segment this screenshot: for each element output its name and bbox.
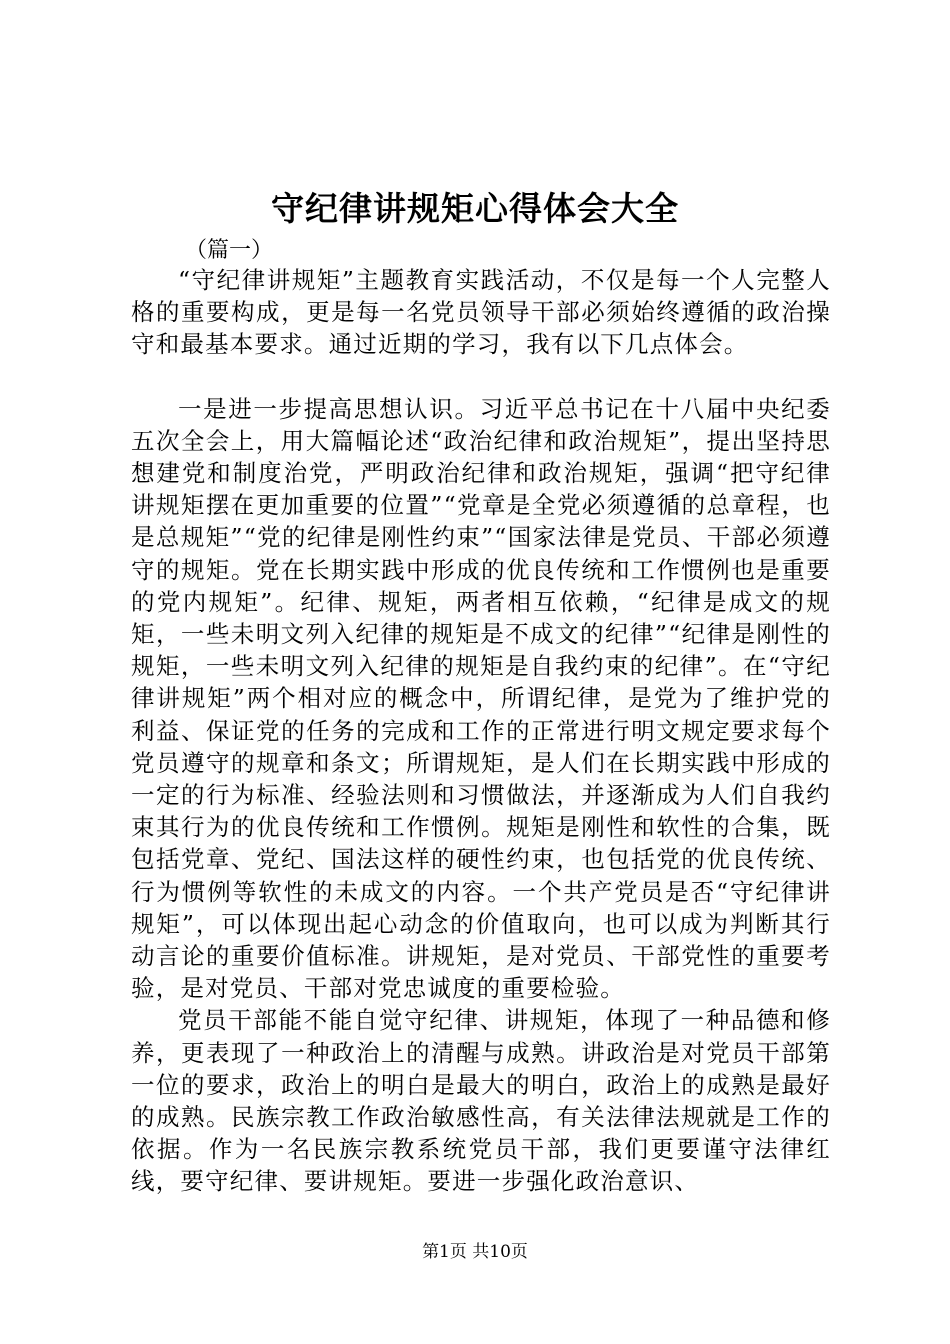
section-label: （篇一） <box>185 238 274 263</box>
paragraph-intro: “守纪律讲规矩”主题教育实践活动，不仅是每一个人完整人格的重要构成，更是每一名党员领导干部必须始终遵循的政治操守和最基本要求。通过近期的学习，我有以下几点体会。 <box>131 266 831 359</box>
paragraph-point-one: 一是进一步提高思想认识。习近平总书记在十八届中央纪委五次全会上，用大篇幅论述“政治纪律和政治规矩”，提出坚持思想建党和制度治党，严明政治纪律和政治规矩，强调“把守纪律讲规矩摆在更加重要的位置”“党章是全党必须遵循的总章程，也是总规矩”“党的纪律是刚性约束”“国家法律是党员、干部必须遵守的规矩。党在长期实践中形成的优良传统和工作惯例也是重要的党内规矩”。纪律、规矩，两者相互依赖，“纪律是成文的规矩，一些未明文列入纪律的规矩是不成文的纪律”“纪律是刚性的规矩，一些未明文列入纪律的规矩是自我约束的纪律”。在“守纪律讲规矩”两个相对应的概念中，所谓纪律，是党为了维护党的利益、保证党的任务的完成和工作的正常进行明文规定要求每个党员遵守的规章和条文；所谓规矩，是人们在长期实践中形成的一定的行为标准、经验法则和习惯做法，并逐渐成为人们自我约束其行为的优良传统和工作惯例。规矩是刚性和软性的合集，既包括党章、党纪、国法这样的硬性约束，也包括党的优良传统、行为惯例等软性的未成文的内容。一个共产党员是否“守纪律讲规矩”，可以体现出起心动念的价值取向，也可以成为判断其行动言论的重要价值标准。讲规矩，是对党员、干部党性的重要考验，是对党员、干部对党忠诚度的重要检验。 <box>131 394 831 1003</box>
page-footer: 第1页 共10页 <box>422 1242 528 1262</box>
document-body <box>131 264 831 1198</box>
document-title: 守纪律讲规矩心得体会大全 <box>271 189 679 228</box>
paragraph-party-cadres: 党员干部能不能自觉守纪律、讲规矩，体现了一种品德和修养，更表现了一种政治上的清醒与成熟。讲政治是对党员干部第一位的要求，政治上的明白是最大的明白，政治上的成熟是最好的成熟。民族宗教工作政治敏感性高，有关法律法规就是工作的依据。作为一名民族宗教系统党员干部，我们更要谨守法律红线，要守纪律、要讲规矩。要进一步强化政治意识、 <box>131 1006 831 1196</box>
